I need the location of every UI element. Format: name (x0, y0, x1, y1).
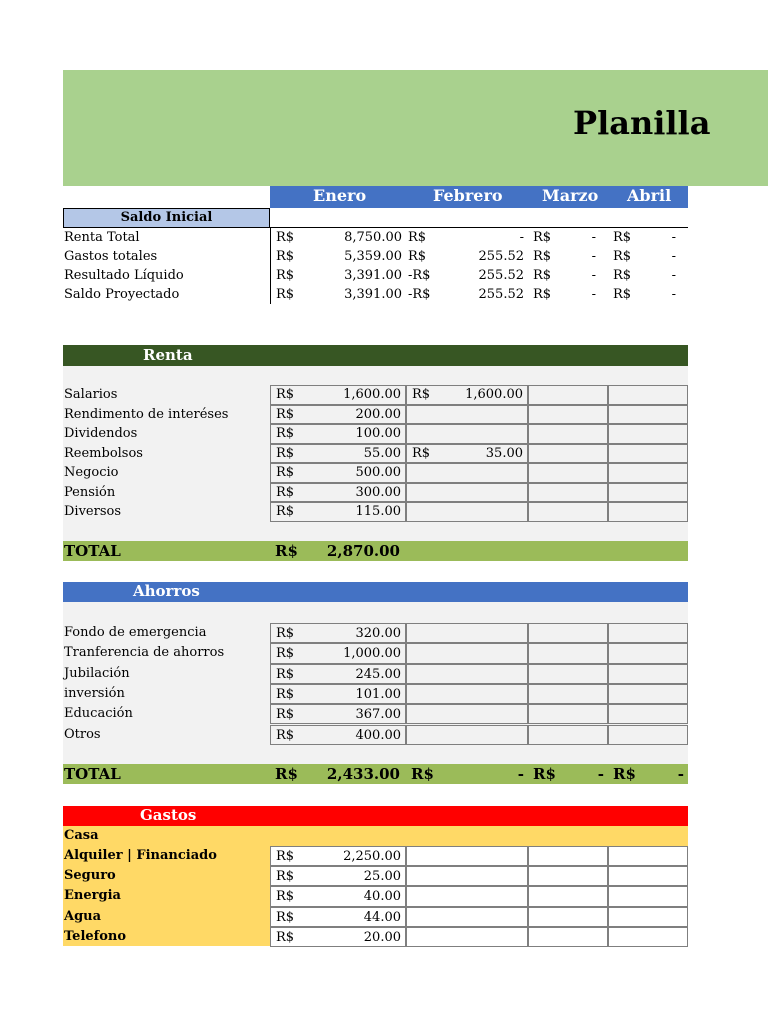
amount-value: 400.00 (355, 727, 401, 743)
renta-cell (528, 385, 608, 405)
renta-cell (528, 444, 608, 464)
summary-cell (608, 266, 688, 285)
gastos-row-label: Alquiler | Financiado (64, 848, 217, 863)
amount-value: 1,000.00 (343, 646, 401, 662)
renta-cell (608, 502, 688, 522)
renta-total-cell (270, 541, 406, 561)
currency-symbol: R$ (533, 268, 552, 283)
ahorros-cell (528, 725, 608, 745)
renta-row-label: Reembolsos (64, 445, 143, 461)
saldo-inicial-value (270, 208, 688, 228)
currency-symbol: R$ (276, 230, 295, 245)
saldo-inicial-header (63, 208, 270, 228)
ahorros-cell (406, 664, 528, 684)
currency-symbol: R$ (276, 707, 295, 723)
currency-symbol: R$ (613, 765, 636, 783)
gastos-cell (608, 907, 688, 927)
currency-symbol: R$ (276, 626, 295, 641)
renta-cell (270, 483, 406, 503)
renta-cell (406, 385, 528, 405)
amount-value: 255.52 (478, 268, 524, 283)
gastos-cell (528, 907, 608, 927)
renta-cell (406, 444, 528, 464)
gastos-row-label: Telefono (64, 928, 127, 944)
amount-value: 25.00 (363, 869, 401, 885)
ahorros-cell (270, 725, 406, 745)
ahorros-row-label: Educación (64, 706, 133, 722)
ahorros-cell (608, 725, 688, 745)
ahorros-cell (270, 643, 406, 663)
amount-value: 367.00 (355, 707, 401, 723)
amount-value: 20.00 (363, 929, 401, 945)
renta-cell (608, 385, 688, 405)
currency-symbol: R$ (276, 909, 295, 925)
currency-symbol: R$ (276, 504, 295, 519)
ahorros-total-label: TOTAL (64, 765, 121, 783)
renta-cell (270, 444, 406, 464)
renta-cell (270, 463, 406, 483)
ahorros-cell (528, 684, 608, 704)
ahorros-cell (406, 725, 528, 745)
amount-value: - (597, 765, 604, 783)
currency-symbol: R$ (412, 445, 431, 461)
month-header-marzo: Marzo (542, 186, 599, 205)
gastos-cell (406, 927, 528, 947)
gastos-cell (406, 846, 528, 866)
ahorros-row-label: Tranferencia de ahorros (64, 645, 225, 661)
ahorros-cell (270, 664, 406, 684)
summary-cell (406, 247, 528, 266)
renta-cell (270, 424, 406, 444)
ahorros-cell (608, 684, 688, 704)
amount-value: 245.00 (355, 666, 401, 682)
ahorros-cell (270, 623, 406, 643)
summary-row-label: Renta Total (64, 230, 140, 245)
currency-symbol: -R$ (408, 268, 431, 283)
amount-value: - (517, 765, 524, 783)
amount-value: 40.00 (363, 889, 401, 905)
summary-row-label: Gastos totales (64, 249, 158, 264)
renta-cell (608, 444, 688, 464)
amount-value: 320.00 (355, 626, 401, 641)
gastos-cell (406, 907, 528, 927)
currency-symbol: R$ (276, 849, 295, 864)
summary-cell (270, 247, 406, 266)
currency-symbol: R$ (275, 765, 298, 783)
amount-value: 3,391.00 (344, 268, 402, 283)
amount-value: 500.00 (355, 465, 401, 480)
currency-symbol: -R$ (408, 287, 431, 302)
currency-symbol: R$ (276, 445, 295, 461)
gastos-cell (528, 927, 608, 947)
gastos-cell (406, 866, 528, 886)
currency-symbol: R$ (408, 230, 427, 245)
ahorros-cell (608, 704, 688, 724)
ahorros-cell (608, 664, 688, 684)
ahorros-cell (406, 623, 528, 643)
gastos-cell (270, 927, 406, 947)
summary-cell (528, 285, 608, 304)
gastos-row-label: Energia (64, 888, 121, 904)
ahorros-total-cell (406, 764, 528, 784)
amount-value: 2,433.00 (326, 765, 400, 783)
gastos-cell (270, 886, 406, 906)
amount-value: - (591, 268, 596, 283)
currency-symbol: R$ (276, 686, 295, 702)
renta-cell (528, 463, 608, 483)
summary-cell (608, 247, 688, 266)
amount-value: - (519, 230, 524, 245)
currency-symbol: R$ (613, 249, 632, 264)
amount-value: 35.00 (485, 445, 523, 461)
currency-symbol: R$ (533, 765, 556, 783)
gastos-cell (528, 886, 608, 906)
gastos-cell (528, 846, 608, 866)
summary-cell (270, 285, 406, 304)
currency-symbol: R$ (533, 249, 552, 264)
ahorros-cell (608, 623, 688, 643)
currency-symbol: R$ (276, 268, 295, 283)
currency-symbol: R$ (412, 387, 431, 402)
gastos-category-band (63, 826, 688, 846)
ahorros-title: Ahorros (133, 582, 200, 600)
ahorros-cell (528, 623, 608, 643)
amount-value: 255.52 (478, 287, 524, 302)
amount-value: 2,870.00 (326, 542, 400, 560)
renta-cell (528, 405, 608, 425)
renta-total-label: TOTAL (64, 542, 121, 560)
currency-symbol: R$ (613, 287, 632, 302)
renta-cell (528, 483, 608, 503)
summary-cell (406, 228, 528, 247)
currency-symbol: R$ (276, 465, 295, 480)
renta-cell (528, 502, 608, 522)
renta-row-label: Dividendos (64, 426, 138, 441)
amount-value: 5,359.00 (344, 249, 402, 264)
currency-symbol: R$ (276, 426, 295, 441)
amount-value: 8,750.00 (344, 230, 402, 245)
page-title: Planilla (573, 104, 711, 142)
summary-cell (270, 228, 406, 247)
saldo-inicial-label: Saldo Inicial (120, 210, 213, 225)
amount-value: - (591, 249, 596, 264)
amount-value: - (591, 287, 596, 302)
renta-row-label: Rendimento de interéses (64, 406, 229, 422)
gastos-cell (528, 866, 608, 886)
currency-symbol: R$ (613, 230, 632, 245)
ahorros-cell (406, 684, 528, 704)
gastos-title: Gastos (140, 806, 197, 824)
amount-value: 300.00 (355, 484, 401, 500)
renta-cell (406, 405, 528, 425)
gastos-cell (608, 866, 688, 886)
currency-symbol: R$ (276, 889, 295, 905)
currency-symbol: R$ (276, 869, 295, 885)
summary-cell (270, 266, 406, 285)
summary-cell (608, 228, 688, 247)
amount-value: - (671, 287, 676, 302)
amount-value: - (671, 230, 676, 245)
amount-value: 100.00 (355, 426, 401, 441)
ahorros-cell (270, 704, 406, 724)
summary-row-label: Saldo Proyectado (64, 287, 180, 302)
ahorros-cell (406, 704, 528, 724)
gastos-cell (270, 846, 406, 866)
currency-symbol: R$ (533, 230, 552, 245)
ahorros-row-label: Jubilación (64, 665, 130, 681)
currency-symbol: R$ (408, 249, 427, 264)
ahorros-cell (406, 643, 528, 663)
ahorros-row-label: Fondo de emergencia (64, 625, 207, 640)
renta-row-label: Diversos (64, 504, 122, 519)
currency-symbol: R$ (411, 765, 434, 783)
currency-symbol: R$ (533, 287, 552, 302)
ahorros-total-cell (528, 764, 608, 784)
gastos-cell (270, 866, 406, 886)
renta-title: Renta (143, 346, 193, 364)
amount-value: 115.00 (355, 504, 401, 519)
renta-cell (608, 405, 688, 425)
ahorros-cell (608, 643, 688, 663)
gastos-row-label: Seguro (64, 868, 116, 884)
summary-cell (406, 285, 528, 304)
currency-symbol: R$ (276, 727, 295, 743)
currency-symbol: R$ (613, 268, 632, 283)
renta-cell (406, 502, 528, 522)
gastos-cell (406, 886, 528, 906)
ahorros-total-cell (608, 764, 688, 784)
renta-row-label: Negocio (64, 465, 119, 480)
renta-cell (270, 405, 406, 425)
ahorros-row-label: inversión (64, 685, 125, 701)
amount-value: 255.52 (478, 249, 524, 264)
renta-cell (406, 424, 528, 444)
renta-cell (608, 463, 688, 483)
month-header-enero: Enero (313, 186, 367, 205)
ahorros-cell (528, 664, 608, 684)
renta-cell (608, 424, 688, 444)
amount-value: - (677, 765, 684, 783)
renta-cell (406, 483, 528, 503)
gastos-row-label: Agua (64, 908, 102, 924)
ahorros-cell (528, 643, 608, 663)
amount-value: 200.00 (355, 406, 401, 422)
amount-value: 101.00 (355, 686, 401, 702)
currency-symbol: R$ (276, 249, 295, 264)
gastos-category-label: Casa (64, 828, 99, 843)
amount-value: - (671, 249, 676, 264)
ahorros-row-label: Otros (64, 726, 101, 742)
gastos-cell (608, 886, 688, 906)
month-header-abril: Abril (627, 186, 672, 205)
summary-cell (528, 228, 608, 247)
renta-cell (406, 463, 528, 483)
summary-cell (406, 266, 528, 285)
summary-cell (528, 266, 608, 285)
amount-value: 1,600.00 (343, 387, 401, 402)
renta-cell (608, 483, 688, 503)
summary-cell (608, 285, 688, 304)
currency-symbol: R$ (276, 287, 295, 302)
month-header-febrero: Febrero (433, 186, 503, 205)
currency-symbol: R$ (276, 406, 295, 422)
renta-cell (270, 385, 406, 405)
ahorros-cell (270, 684, 406, 704)
amount-value: 44.00 (363, 909, 401, 925)
renta-row-label: Salarios (64, 387, 118, 402)
currency-symbol: R$ (276, 929, 295, 945)
renta-cell (270, 502, 406, 522)
currency-symbol: R$ (276, 646, 295, 662)
renta-cell (528, 424, 608, 444)
amount-value: 1,600.00 (465, 387, 523, 402)
amount-value: - (671, 268, 676, 283)
amount-value: 2,250.00 (343, 849, 401, 864)
gastos-cell (270, 907, 406, 927)
amount-value: 3,391.00 (344, 287, 402, 302)
currency-symbol: R$ (276, 387, 295, 402)
ahorros-total-cell (270, 764, 406, 784)
amount-value: 55.00 (363, 445, 401, 461)
summary-row-label: Resultado Líquido (64, 268, 184, 283)
currency-symbol: R$ (275, 542, 298, 560)
currency-symbol: R$ (276, 666, 295, 682)
gastos-cell (608, 927, 688, 947)
ahorros-cell (528, 704, 608, 724)
summary-cell (528, 247, 608, 266)
currency-symbol: R$ (276, 484, 295, 500)
renta-row-label: Pensión (64, 484, 116, 500)
amount-value: - (591, 230, 596, 245)
gastos-cell (608, 846, 688, 866)
